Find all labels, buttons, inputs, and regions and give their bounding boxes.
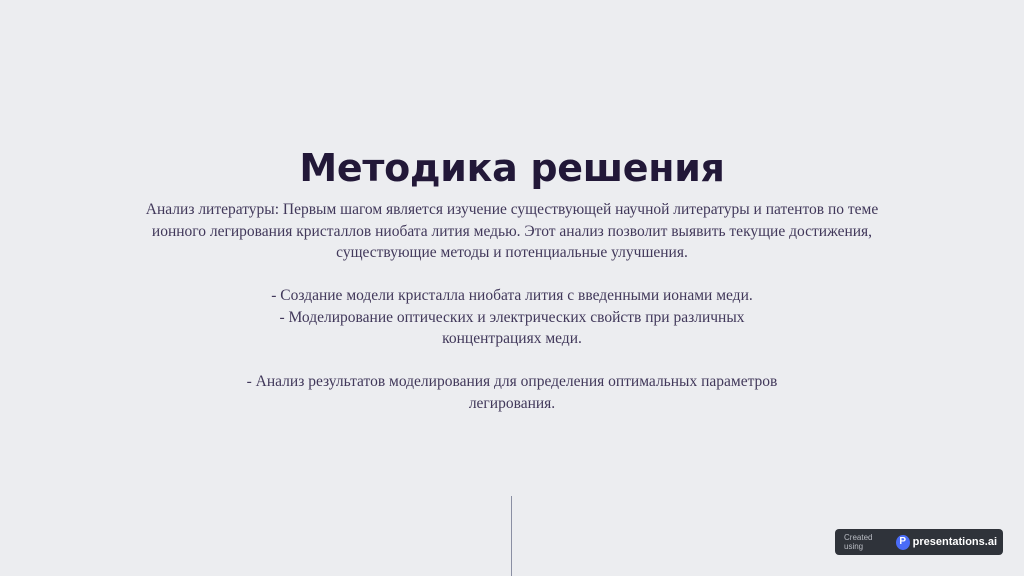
intro-paragraph: Анализ литературы: Первым шагом является изучение существующей научной литературы и патентов по теме ионного легирования кристаллов ниобата лития медью. Этот анализ позволит выявить текущие достижения, существующие методы и потенциальные улучшения. [145, 201, 879, 261]
presentations-logo-icon [896, 535, 910, 550]
created-using-badge[interactable] [835, 529, 1003, 555]
paragraph-spacer [140, 264, 884, 286]
badge-brand-name: presentations.ai [912, 536, 997, 548]
slide-title: Методика решения [299, 146, 725, 190]
logo-letter: P [899, 536, 907, 547]
bullet-list [232, 285, 792, 414]
badge-created-label: Created using [844, 533, 873, 551]
bullet-item-simulation: - Моделирование оптических и электрических свойств при различных концентрациях меди. [279, 308, 745, 347]
vertical-divider [511, 496, 512, 576]
slide-body [140, 199, 884, 414]
bullet-item-model: - Создание модели кристалла ниобата лития с введенными ионами меди. [271, 287, 753, 304]
bullet-item-analysis: - Анализ результатов моделирования для определения оптимальных параметров легирования. [246, 373, 778, 412]
bullet-spacer [232, 350, 792, 372]
